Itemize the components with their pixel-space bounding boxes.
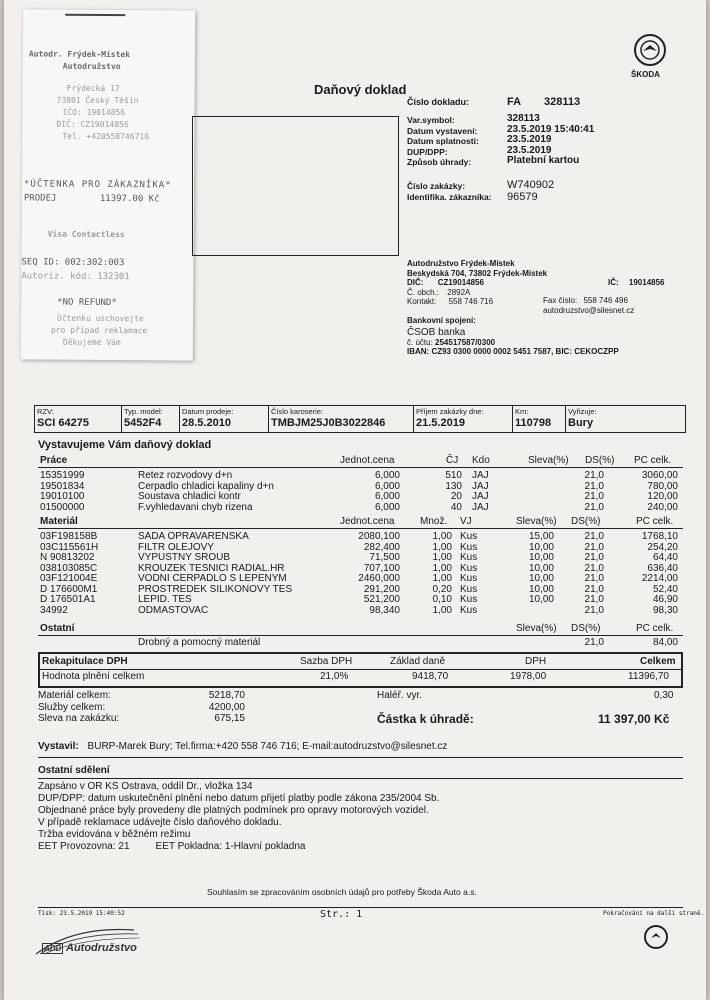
cell-total: 98,30 [652,604,678,616]
recap-total: 11396,70 [628,671,669,682]
recap-rule [40,669,681,670]
cell-code: 01500000 [40,501,85,513]
cell-code: D 176600M1 [40,583,98,595]
cell-name: F.vyhledavani chyb rizena [138,501,253,513]
vehicle-cell: Vyřizuje: Bury [568,407,597,429]
cell-total: 3060,00 [641,470,678,481]
field-label: DUP/DPP: [407,146,448,157]
cell-ds: 21,0 [584,562,604,574]
cell-disc: 10,00 [528,552,554,563]
account-value: 254517587/0300 [435,338,496,347]
cell-disc: 10,00 [528,562,554,574]
totals-values [200,690,245,725]
table-row [40,502,680,513]
cell-total: 1768,10 [641,531,678,542]
cell-disc: 10,00 [528,583,554,595]
cell-qty: 130 [445,480,462,492]
cell-ds: 21,0 [584,531,604,542]
cell-qty: 1,00 [432,541,452,553]
cell-unit: JAJ [472,480,489,492]
cell-name: VODNI CERPADLO S LEPENYM [138,573,287,584]
kontakt-value: 558 746 716 [448,297,494,306]
cell-total: 254,20 [647,541,678,553]
receipt-sale-amount: 11397.00 Kč [99,193,160,205]
discount-value: 675,15 [214,713,245,724]
invoice-paper [4,0,706,1000]
doc-field-labels [407,115,479,168]
notes-heading: Ostatní sdělení [38,765,110,776]
cell-code: D 176501A1 [40,594,96,605]
dic-value: CZ19014856 [437,278,484,287]
cell-code: 19501834 [40,480,85,492]
cell-ds: 21,0 [584,552,604,563]
skoda-logo-small-icon [644,925,668,949]
cell-name: LEPID. TES [138,594,192,605]
cell-total: 46,90 [652,594,678,605]
cell-qty: 1,00 [432,531,452,542]
cell-ds: 21,0 [584,594,604,605]
material-total-label: Materiál celkem: [38,690,111,701]
section-title: Vystavujeme Vám daňový doklad [38,439,212,451]
cell-code: 03F121004E [40,573,98,584]
fax-value: 558 746 496 [583,296,628,305]
cell-code: 19010100 [40,491,85,502]
note-line: Zapsáno v OR KS Ostrava, oddíl Dr., vložka 134 [38,781,253,792]
material-rule [38,528,683,529]
dic-label: DIČ: [407,278,424,287]
receipt-line: Tel. +420558746716 [62,131,150,142]
services-total-label: Služby celkem: [38,701,106,713]
doc-title: Daňový doklad [314,82,407,97]
ostatni-row: Drobný a pomocný materiál 21,0 84,00 [138,637,678,648]
cell-price: 2080,100 [358,531,400,542]
cell-unit: JAJ [472,470,489,481]
cell-name: PROSTREDEK SILIKONOVY TES [138,583,293,595]
vehicle-cell: Příjem zakázky dne: 21.5.2019 [414,406,513,432]
receipt-line: Autodružstvo [62,61,121,72]
ic-block [608,278,665,287]
receipt-line: IČO: 19014856 [62,107,126,118]
card-receipt [21,9,195,360]
brand-name: ŠKODA [631,70,660,79]
cell-price: 282,400 [363,541,400,553]
cell-code: 038103085C [40,562,98,574]
table-row [40,470,680,481]
cell-unit: Kus [460,562,478,574]
cell-price: 2460,000 [358,573,400,584]
cell-price: 6,000 [374,480,400,492]
receipt-norefund: *NO REFUND* [57,297,117,309]
field-label: Způsob úhrady: [407,157,472,167]
prace-rule [38,467,683,468]
receipt-line: DIČ: CZ19014856 [56,119,129,130]
issued-rule [38,757,683,758]
doc-field-values [507,114,594,167]
ic-label: IČ: [608,278,619,287]
bank-label: Bankovní spojení: [407,316,476,325]
continue-note: Pokračování na další straně. [603,910,705,917]
note-line: DUP/DPP: datum uskutečnění plnění nebo datum přijetí platby podle zákona 235/2004 Sb. [38,793,440,804]
receipt-sale-label: PRODEJ [23,193,57,204]
notes-rule [38,778,683,779]
cell-code: 03C115561H [40,541,99,553]
cell-qty: 0,10 [432,594,452,605]
table-row [40,584,680,595]
supplier-contacts [407,278,493,307]
cell-ds: 21,0 [584,470,604,481]
vehicle-cell: Km: 110798 [513,406,566,432]
supplier-email: autodruzstvo@silesnet.cz [543,305,635,315]
receipt-mark [65,14,125,16]
rounding-label: Haléř. vyr. [377,690,423,701]
order-label: Číslo zakázky: [407,181,466,191]
recap-col: Sazba DPH [300,656,353,667]
ostatni-rule [38,635,683,636]
doc-number: 328113 [544,96,581,108]
cell-unit: Kus [460,583,478,595]
cell-price: 71,500 [369,552,400,563]
cell-qty: 1,00 [432,573,452,584]
recap-row-name: Hodnota plnění celkem [42,671,145,682]
field-value: 23.5.2019 [507,144,552,156]
field-value: 328113 [507,113,540,124]
cell-total: 52,40 [652,583,678,595]
issued-text: BURP-Marek Bury; Tel.firma:+420 558 746 716; E-mail:autodruzstvo@silesnet.cz [87,741,448,752]
field-value: 23.5.2019 15:40:41 [507,123,595,135]
customer-id: 96579 [507,191,538,203]
field-value: Platební kartou [507,155,580,167]
fax-label: Fax číslo: [543,296,578,305]
material-total: 5218,70 [208,690,245,701]
notes-lines [38,781,439,853]
supplier-address: Beskydská 704, 73802 Frýdek-Místek [407,268,548,278]
cell-qty: 1,00 [432,562,452,574]
customer-id-label: Identifika. zákazníka: [407,192,492,202]
issued-label: Vystavil: [38,741,79,752]
ic-value: 19014856 [628,278,665,287]
cell-qty: 1,00 [432,604,452,616]
order-number: W740902 [507,179,555,191]
field-label: Datum vystavení: [407,125,478,136]
amount-due-label: Částka k úhradě: [377,712,474,726]
cell-unit: Kus [460,552,478,563]
cell-name: Retez rozvodovy d+n [138,470,233,481]
cell-unit: Kus [460,573,478,584]
obch-value: 2892A [447,287,471,297]
table-row [40,605,680,616]
supplier-name: Autodružstvo Frýdek-Místek [407,259,515,268]
dealer-logo-text: ADD Autodružstvo [44,942,137,954]
cell-code: N 90813202 [40,552,95,563]
receipt-card: Visa Contactless [47,229,125,240]
recap-base: 9418,70 [412,671,449,682]
vehicle-cell: Číslo karoserie: TMBJM25J0B3022846 [269,406,414,432]
cell-name: FILTR OLEJOVY [138,541,214,553]
footer-rule [38,907,683,908]
receipt-line: Frýdecká 17 [66,83,120,94]
cell-unit: JAJ [472,501,489,513]
field-label: Datum splatnosti: [407,136,479,146]
cell-ds: 21,0 [584,573,604,584]
cell-unit: JAJ [472,491,489,502]
cell-qty: 0,20 [432,583,452,595]
table-row [40,573,680,584]
receipt-line: 73801 Český Těšín [56,95,139,106]
page-number: Str.: 1 [320,909,363,920]
cell-ds: 21,0 [584,480,604,492]
fax-block [543,296,634,315]
field-label: Var.symbol: [407,115,455,125]
recap-col: Základ daně [390,656,446,667]
print-timestamp: Tisk: 23.5.2019 15:40:52 [38,910,125,917]
eet-provozovna: EET Provozovna: 21 [38,841,130,852]
cell-total: 2214,00 [641,573,678,584]
account-label: č. účtu: [407,338,433,347]
cell-name: ODMASTOVAC [138,604,209,616]
prace-header: Práce Jednot.cena ČJ Kdo Sleva(%) DS(%) PC celk. [40,455,672,466]
dealer-logo [34,924,154,958]
iban: IBAN: CZ93 0300 0000 0002 5451 7587, BIC: CEKOCZPP [407,347,619,356]
receipt-auth: Autoriz. kód: 132301 [21,271,130,283]
order-labels [407,181,492,203]
table-row [40,594,680,605]
receipt-foot: Děkujeme Vám [62,337,121,348]
vehicle-header [34,405,686,433]
cell-total: 636,40 [647,562,678,574]
cell-qty: 510 [445,470,462,481]
field-value: 23.5.2019 [507,134,552,146]
receipt-foot: Účtenku uschovejte [57,313,144,324]
eet-pokladna: EET Pokladna: 1-Hlavní pokladna [155,841,306,852]
table-row [40,531,680,542]
cell-price: 521,200 [363,594,400,605]
cell-code: 34992 [40,604,68,616]
cell-ds: 21,0 [584,501,604,513]
table-row [40,563,680,574]
note-line: Tržba evidována v běžném režimu [38,829,191,840]
note-line: V případě reklamace udávejte číslo daňového dokladu. [38,817,282,828]
kontakt-label: Kontakt: [407,297,437,306]
cell-price: 98,340 [369,604,400,616]
receipt-foot: pro případ reklamace [50,325,148,336]
cell-name: KROUZEK TESNICI RADIAL.HR [138,562,285,574]
dealer-logo-name: Autodružstvo [66,942,137,954]
cell-qty: 20 [450,491,462,502]
cell-name: VYPUSTNY SROUB [138,552,231,563]
recap-col: Celkem [640,656,676,667]
table-row [40,542,680,553]
account-line [407,338,495,347]
cell-qty: 40 [450,501,462,513]
obch-label: Č. obch.: [407,287,440,297]
note-line: Objednané práce byly provedeny dle platných podmínek pro opravy motorových vozidel. [38,805,429,816]
vat-recap [38,652,683,688]
receipt-seq: SEQ ID: 002:302:003 [21,257,125,269]
cell-total: 780,00 [647,480,678,492]
cell-price: 707,100 [363,562,400,574]
consent-text: Souhlasím se zpracováním osobních údajů pro potřeby Škoda Auto a.s. [207,887,477,897]
table-row [40,491,680,502]
amount-due: 11 397,00 Kč [598,712,670,726]
cell-code: 15351999 [40,470,85,481]
cell-total: 64,40 [652,552,678,563]
cell-price: 6,000 [374,501,400,513]
vehicle-cell: Typ. model: 5452F4 [122,406,180,432]
cell-unit: Kus [460,594,478,605]
cell-unit: Kus [460,541,478,553]
recap-col: DPH [525,656,547,667]
cell-price: 6,000 [374,470,400,481]
issued-by [38,741,447,752]
order-values [507,179,554,203]
cell-unit: Kus [460,604,478,616]
doc-number-prefix: FA [507,96,522,108]
vehicle-cell: RZV: SCI 64275 [35,406,122,432]
cell-disc: 10,00 [528,573,554,584]
doc-number-label: Číslo dokladu: [407,97,470,107]
cell-ds: 21,0 [584,491,604,502]
recap-vat: 1978,00 [510,671,547,682]
cell-ds: 21,0 [584,541,604,553]
receipt-line: Autodr. Frýdek-Místek [28,49,131,60]
material-header: Materiál Jednot.cena Množ. VJ Sleva(%) DS(%) PC celk. [40,516,674,527]
cell-qty: 1,00 [432,552,452,563]
skoda-logo-icon [634,34,666,66]
receipt-title: *ÚČTENKA PRO ZÁKAZNÍKA* [23,179,172,191]
cell-name: Soustava chladici kontr [138,491,241,502]
bank-name: ČSOB banka [407,327,466,338]
vehicle-cell: Datum prodeje: 28.5.2010 [180,406,269,432]
totals-labels [38,690,119,725]
recap-rate: 21,0% [320,671,349,682]
ostatni-header: Ostatní Sleva(%) DS(%) PC celk. [40,623,674,634]
cell-total: 120,00 [647,491,678,502]
cell-ds: 21,0 [584,583,604,595]
cell-disc: 15,00 [528,531,554,542]
discount-label: Sleva na zakázku: [38,713,120,724]
supplier-block [407,259,547,278]
cell-disc: 10,00 [528,594,554,605]
table-row [40,552,680,563]
cell-ds: 21,0 [584,604,604,616]
cell-total: 240,00 [647,501,678,513]
customer-address-box [192,116,399,256]
services-total: 4200,00 [208,701,245,713]
cell-unit: Kus [460,531,478,542]
cell-price: 6,000 [374,491,400,502]
table-row [40,481,680,492]
cell-disc: 10,00 [528,541,554,553]
cell-price: 291,200 [363,583,400,595]
cell-name: SADA OPRAVARENSKA [138,531,249,542]
cell-code: 03F198158B [40,531,98,542]
recap-heading: Rekapitulace DPH [42,656,128,667]
cell-name: Cerpadlo chladici kapaliny d+n [138,480,274,492]
rounding-value: 0,30 [654,690,674,701]
